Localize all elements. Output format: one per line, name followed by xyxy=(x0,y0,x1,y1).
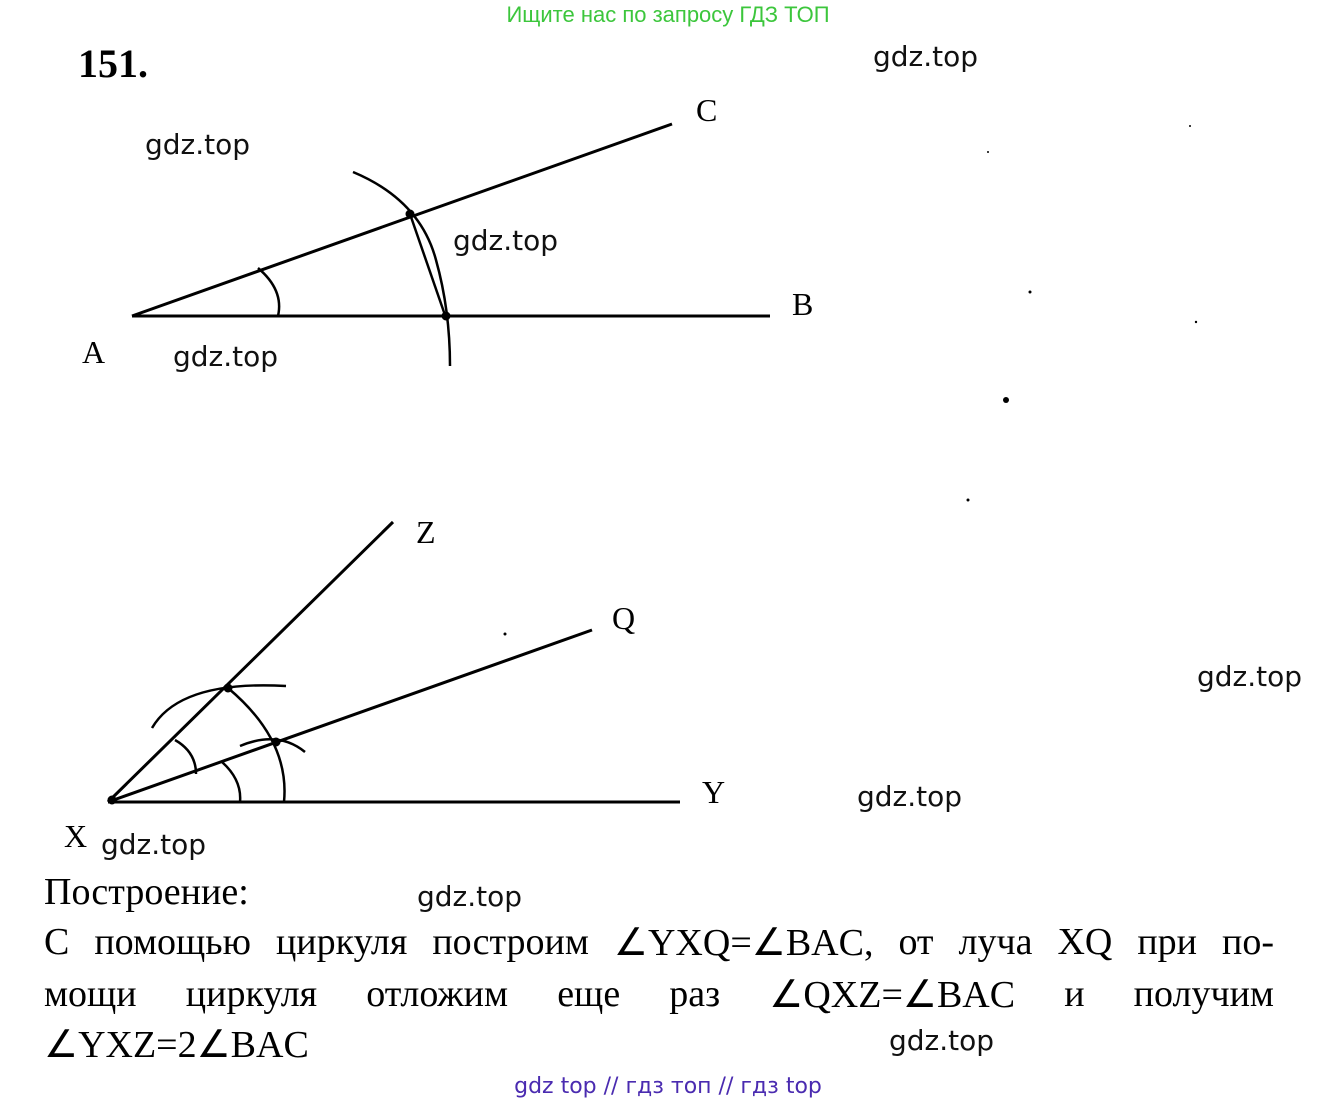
watermark: gdz.top xyxy=(453,224,559,257)
label-b: B xyxy=(792,286,814,322)
watermark: gdz.top xyxy=(1197,660,1303,693)
word: циркуля xyxy=(185,973,318,1015)
point-xq xyxy=(273,739,279,745)
footer-note: gdz top // гдз топ // гдз top xyxy=(514,1074,822,1099)
label-z: Z xyxy=(416,514,436,550)
word: отложим xyxy=(366,973,509,1015)
word: помощью xyxy=(94,921,251,963)
word: еще xyxy=(557,973,621,1015)
word: мощи xyxy=(44,973,137,1015)
label-x: X xyxy=(64,818,88,854)
header-note: Ищите нас по запросу ГДЗ ТОП xyxy=(506,2,830,27)
solution-line-1 xyxy=(44,920,1274,965)
word: луча xyxy=(958,921,1033,963)
label-y: Y xyxy=(702,774,726,810)
intersection-point-ab xyxy=(443,313,449,319)
chord-line xyxy=(410,214,446,318)
angle-arc-a xyxy=(258,268,279,316)
angle-yxz xyxy=(108,522,680,803)
point-x xyxy=(109,797,115,803)
problem-number: 151. xyxy=(78,41,148,86)
word: при xyxy=(1137,921,1198,963)
label-q: Q xyxy=(612,600,636,636)
ray-xq xyxy=(108,630,592,802)
arc-small-lower xyxy=(222,762,240,802)
word: построим xyxy=(432,921,589,963)
watermark: gdz.top xyxy=(417,880,523,913)
compass-arc-large xyxy=(353,172,450,366)
ray-xz xyxy=(108,522,393,802)
solution-line-2 xyxy=(44,972,1274,1017)
watermark: gdz.top xyxy=(145,128,251,161)
word: С xyxy=(44,921,70,963)
scan-specks xyxy=(504,125,1198,636)
label-a: A xyxy=(82,334,106,370)
word: ∠YXQ=∠BAC, xyxy=(613,922,874,964)
word: по- xyxy=(1222,921,1274,963)
point-xz xyxy=(225,685,231,691)
word: получим xyxy=(1133,973,1274,1015)
watermark: gdz.top xyxy=(173,340,279,373)
word: раз xyxy=(669,973,721,1015)
watermark: gdz.top xyxy=(889,1024,995,1057)
word: XQ xyxy=(1057,921,1113,963)
intersection-point-ac xyxy=(407,211,413,217)
arc-small-upper xyxy=(175,740,196,774)
word: циркуля xyxy=(275,921,408,963)
label-c: C xyxy=(696,92,718,128)
solution-heading: Построение: xyxy=(44,871,249,913)
word: ∠QXZ=∠BAC xyxy=(769,974,1016,1016)
watermark: gdz.top xyxy=(873,40,979,73)
watermark: gdz.top xyxy=(857,780,963,813)
watermark: gdz.top xyxy=(101,828,207,861)
solution-line-3: ∠YXZ=2∠BAC xyxy=(44,1024,309,1066)
word: от xyxy=(898,921,934,963)
word: и xyxy=(1064,973,1085,1015)
